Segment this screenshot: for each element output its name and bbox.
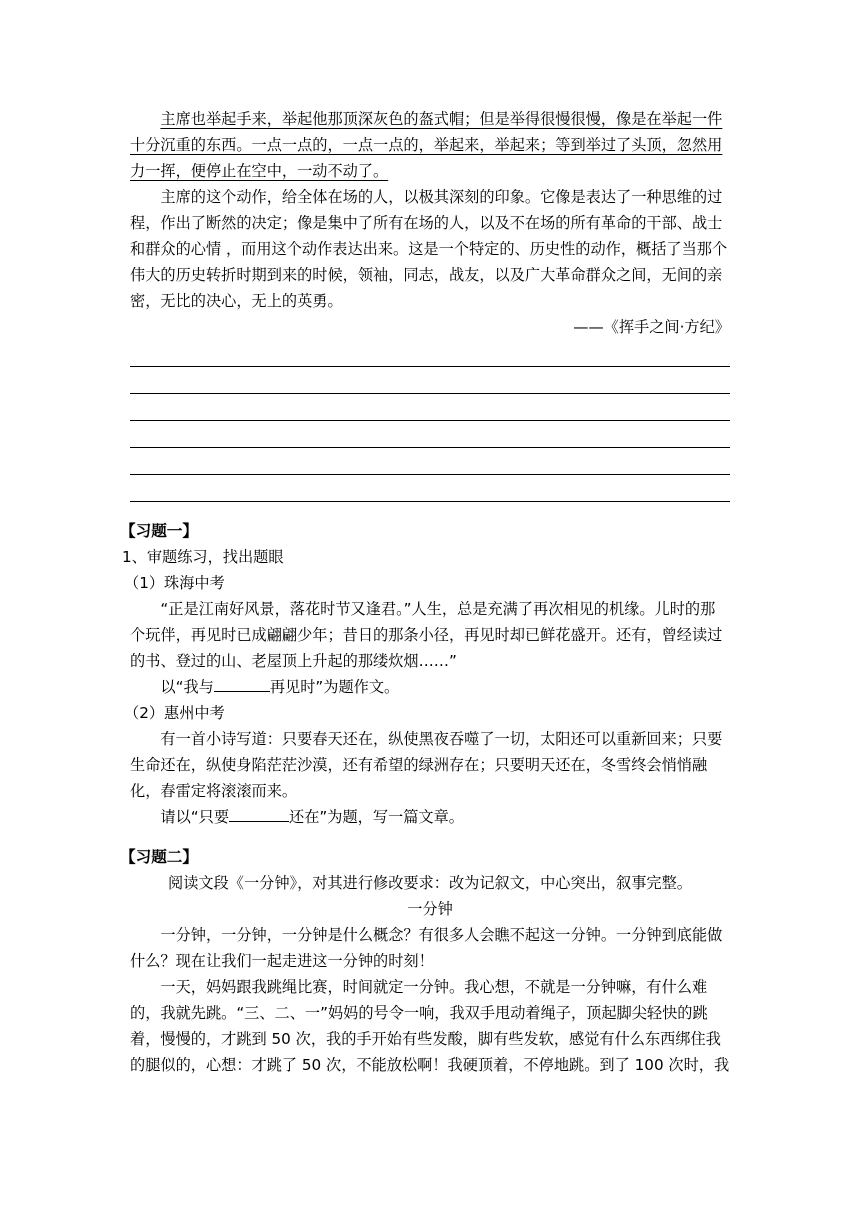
fill-in-blank[interactable] [229, 807, 289, 822]
exercise1-item1-text: “正是江南好风景，落花时节又逢君。”人生，总是充满了再次相见的机缘。儿时的那个玩伴，再见时已成翩翩少年；昔日的那条小径，再见时却已鲜花盛开。还有，曾经读过的书、登过的山、老屋顶上升起的那缕炊烟……” [130, 600, 723, 670]
exercise1-item2-label: （2）惠州中考 [124, 704, 225, 722]
fill-in-blank[interactable] [214, 677, 270, 692]
exercise1-item1-prompt: 以“我与 再见时”为题作文。 [160, 678, 400, 696]
essay-paragraph: 一分钟，一分钟，一分钟是什么概念？有很多人会瞧不起这一分钟。一分钟到底能做什么？现在让我们一起走进这一分钟的时刻！ [130, 926, 723, 970]
answer-line[interactable] [130, 340, 730, 367]
answer-lines [130, 340, 730, 502]
exercise1-item2-text: 有一首小诗写道：只要春天还在，纵使黑夜吞噬了一切，太阳还可以重新回来；只要生命还在，纵使身陷茫茫沙漠，还有希望的绿洲存在；只要明天还在，冬雪终会悄悄融化，春雷定将滚滚而来。 [130, 730, 723, 800]
answer-line[interactable] [130, 367, 730, 394]
passage-source: ——《挥手之间·方纪》 [573, 318, 730, 336]
exercise1-question: 1、审题练习，找出题眼 [122, 548, 284, 566]
essay-paragraph: 一天，妈妈跟我跳绳比赛，时间就定一分钟。我心想，不就是一分钟嘛，有什么难的，我就先跳。“三、二、一”妈妈的号令一响，我双手甩动着绳子，顶起脚尖轻快的跳着，慢慢的，才跳到 50 次，我的手开始有些发酸，脚有些发软，感觉有什么东西绑住我的腿似的，心想：才跳了 50 次，不能放松啊！我硬顶着，不停地跳。到了 100 次时，我 [130, 978, 730, 1074]
exercise2-instruction: 阅读文段《一分钟》，对其进行修改要求：改为记叙文，中心突出，叙事完整。 [168, 874, 692, 892]
exercise2-title: 【习题二】 [120, 848, 198, 866]
answer-line[interactable] [130, 475, 730, 502]
exercise1-title: 【习题一】 [120, 522, 198, 540]
exercise1-item2-prompt: 请以“只要 还在”为题，写一篇文章。 [160, 808, 464, 826]
essay-title: 一分钟 [407, 900, 453, 918]
underlined-passage: 主席也举起手来，举起他那顶深灰色的盔式帽；但是举得很慢很慢，像是在举起一件十分沉重的东西。一点一点的，一点一点的，举起来，举起来；等到举过了头顶，忽然用力一挥，便停止在空中，一动不动了。 [130, 110, 723, 180]
passage-paragraph: 主席的这个动作，给全体在场的人，以极其深刻的印象。它像是表达了一种思维的过程，作出了断然的决定；像是集中了所有在场的人，以及不在场的所有革命的干部、战士和群众的心情 ，而用这个动作表达出来。这是一个特定的、历史性的动作，概括了当那个伟大的历史转折时期到来的时候，领袖，同志，战友，以及广大革命群众之间，无间的亲密，无比的决心，无上的英勇。 [130, 188, 728, 310]
exercise1-item1-label: （1）珠海中考 [124, 574, 225, 592]
answer-line[interactable] [130, 448, 730, 475]
answer-line[interactable] [130, 421, 730, 448]
page-content [120, 106, 730, 1078]
answer-line[interactable] [130, 394, 730, 421]
